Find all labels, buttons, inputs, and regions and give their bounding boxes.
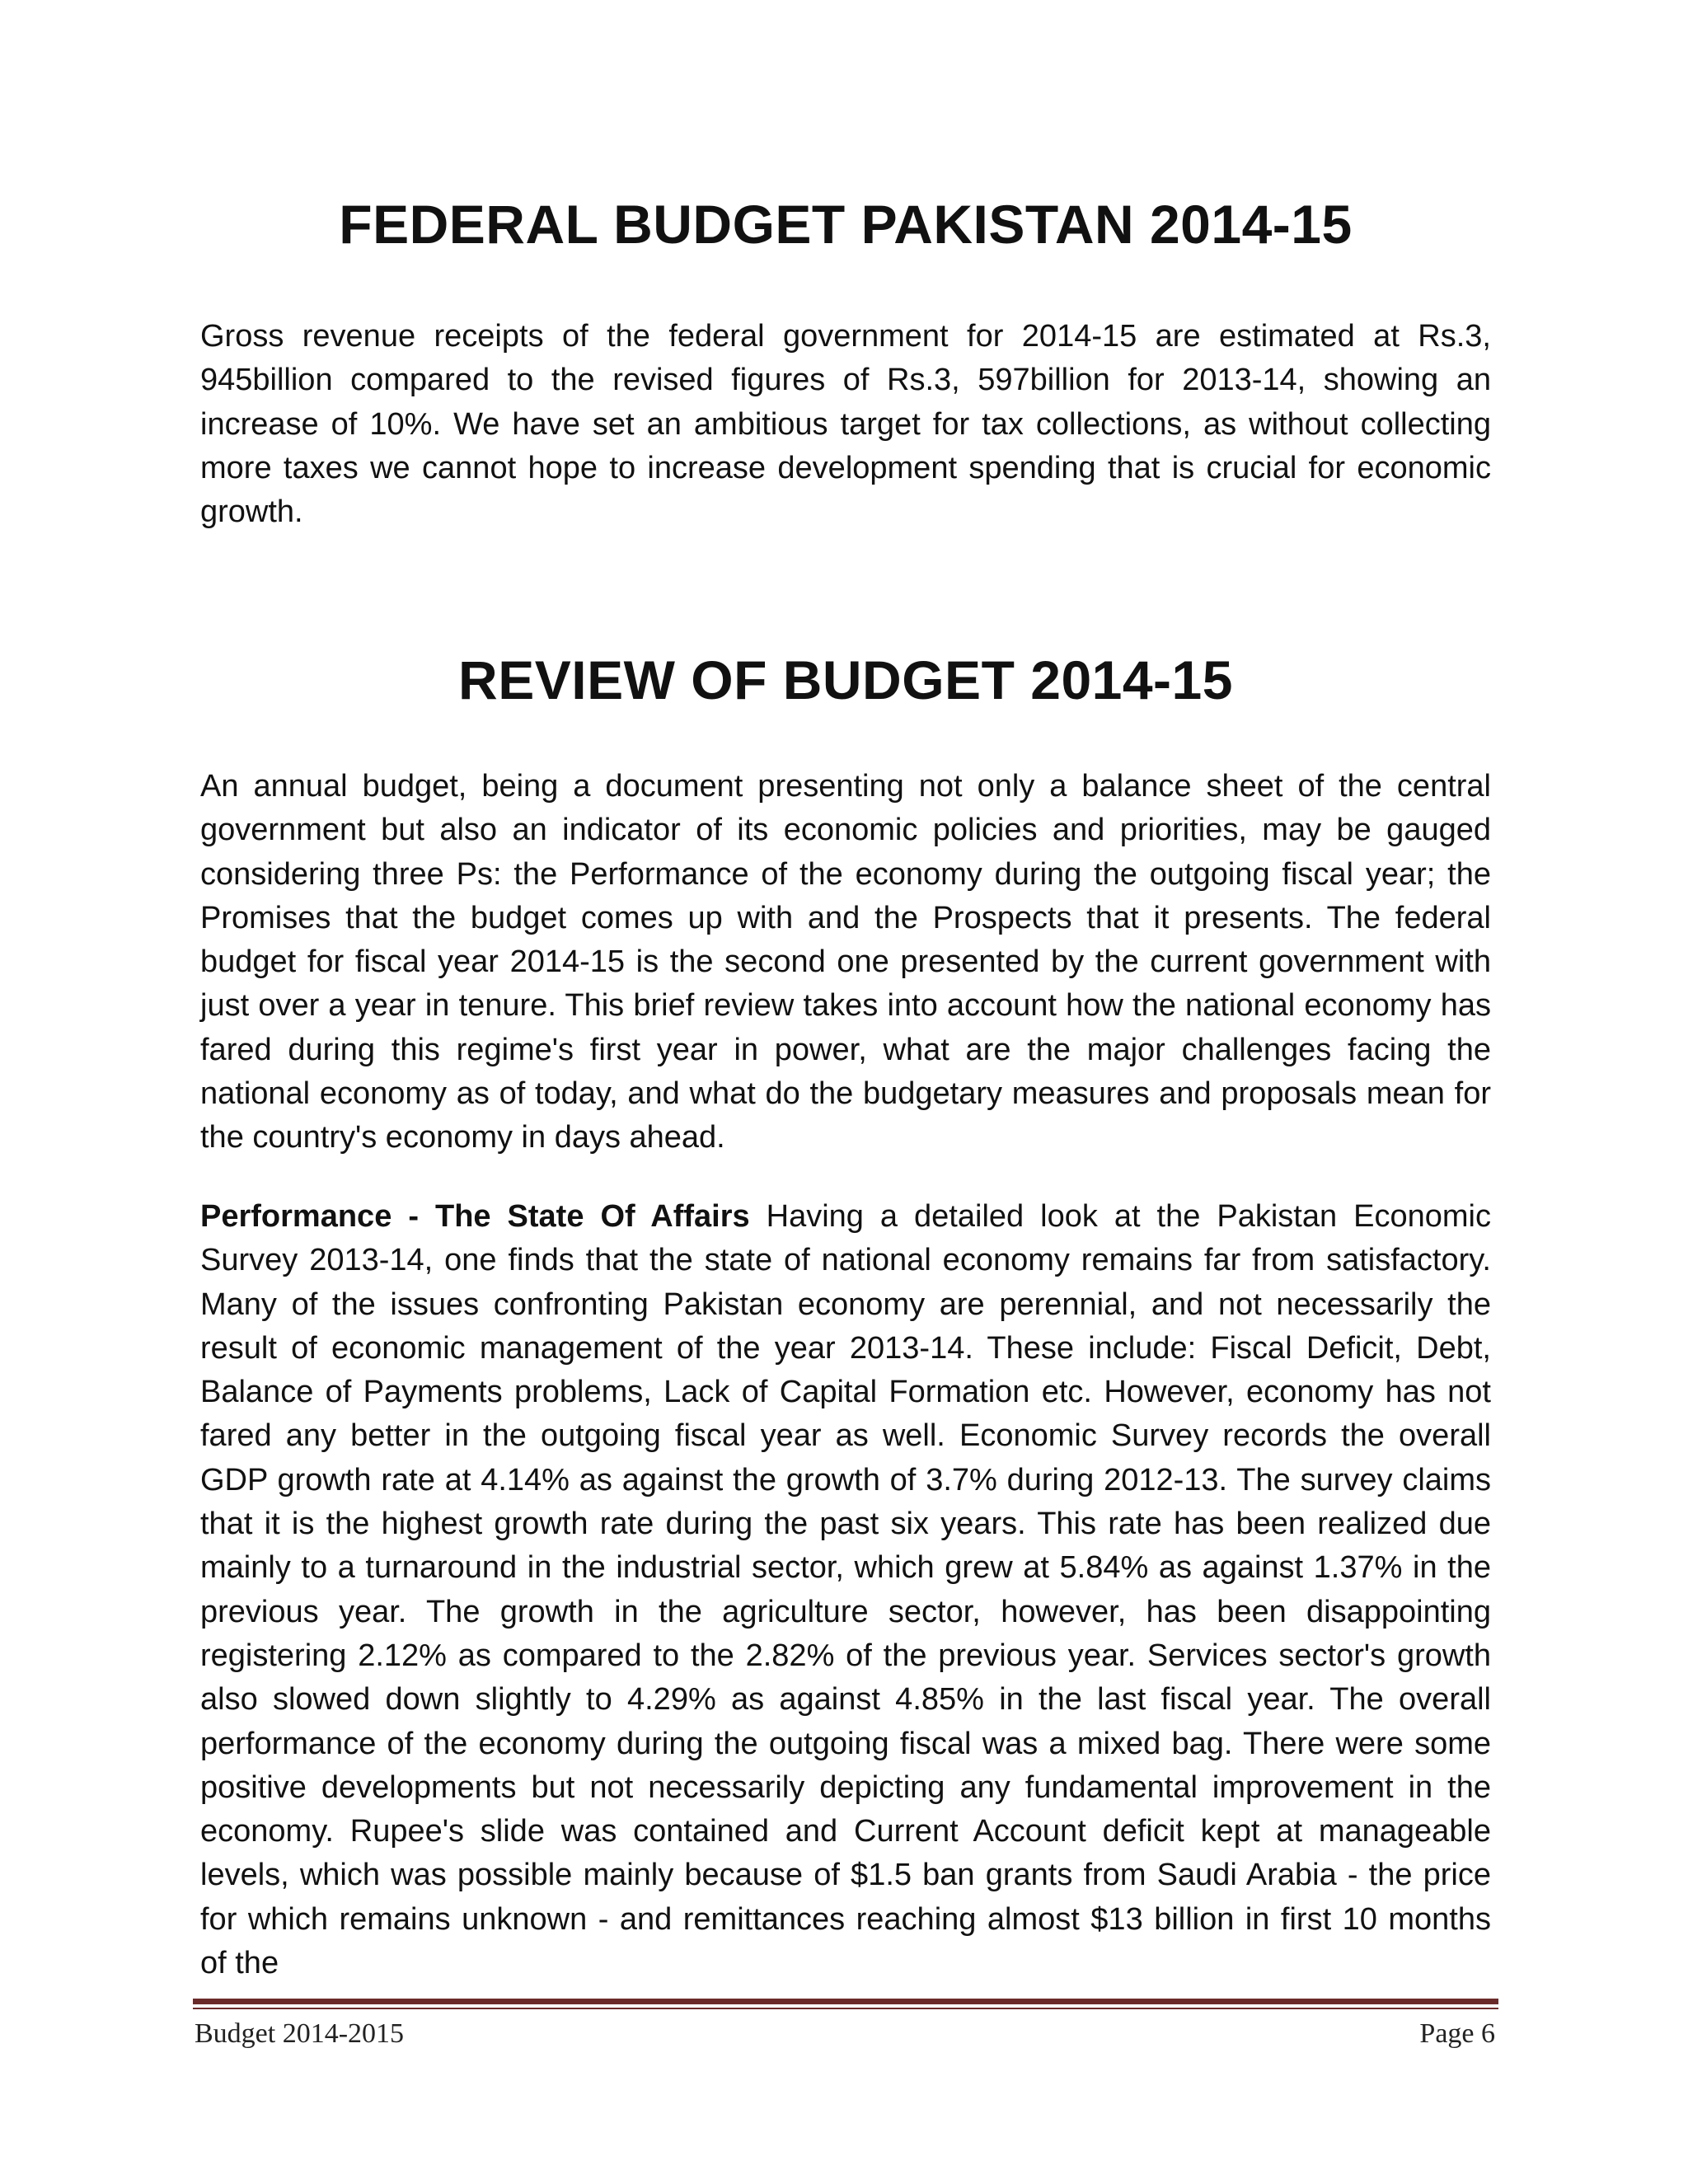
footer-rule-thin — [193, 2008, 1498, 2009]
performance-body-text: Having a detailed look at the Pakistan Economic Survey 2013-14, one finds that the state of national economy remains far from satisfactory. Many of the issues confronting Pakistan economy are perennial, and not necessarily the result of economic management of the year 2013-14. These include: Fiscal Deficit, Debt, Balance of Payments problems, Lack of Capital Formation etc. However, economy has not fared any better in the outgoing fiscal year as well. Economic Survey records the overall GDP growth rate at 4.14% as against the growth of 3.7% during 2012-13. The survey claims that it is the highest growth rate during the past six years. This rate has been realized due mainly to a turnaround in the industrial sector, which grew at 5.84% as against 1.37% in the previous year. The growth in the agriculture sector, however, has been disappointing registering 2.12% as compared to the 2.82% of the previous year. Services sector's growth also slowed down slightly to 4.29% as against 4.85% in the last fiscal year. The overall performance of the economy during the outgoing fiscal was a mixed bag. There were some positive developments but not necessarily depicting any fundamental improvement in the economy. Rupee's slide was contained and Current Account deficit kept at manageable levels, which was possible mainly because of $1.5 ban grants from Saudi Arabia - the price for which remains unknown - and remittances reaching almost $13 billion in first 10 months of the — [200, 1199, 1491, 1981]
footer-rule — [193, 1999, 1498, 2004]
section-title-review: REVIEW OF BUDGET 2014-15 — [458, 649, 1233, 710]
performance-lead-heading: Performance - The State Of Affairs — [200, 1199, 750, 1234]
footer-page-number: Page 6 — [1419, 2018, 1495, 2049]
performance-paragraph — [200, 1195, 1491, 1985]
intro-paragraph: Gross revenue receipts of the federal government for 2014-15 are estimated at Rs.3, 945billion compared to the revised figures of Rs.3, 597billion for 2013-14, showing an increase of 10%. We have set an ambitious target for tax collections, as without collecting more taxes we cannot hope to increase development spending that is crucial for economic growth. — [200, 319, 1491, 530]
footer-document-title: Budget 2014-2015 — [195, 2018, 405, 2049]
review-paragraph: An annual budget, being a document presenting not only a balance sheet of the central government but also an indicator of its economic policies and priorities, may be gauged considering three Ps: the Performance of the economy during the outgoing fiscal year; the Promises that the budget comes up with and the Prospects that it presents. The federal budget for fiscal year 2014-15 is the second one presented by the current government with just over a year in tenure. This brief review takes into account how the national economy has fared during this regime's first year in power, what are the major challenges facing the national economy as of today, and what do the budgetary measures and proposals mean for the country's economy in days ahead. — [200, 769, 1491, 1155]
page-title: FEDERAL BUDGET PAKISTAN 2014-15 — [339, 194, 1353, 255]
